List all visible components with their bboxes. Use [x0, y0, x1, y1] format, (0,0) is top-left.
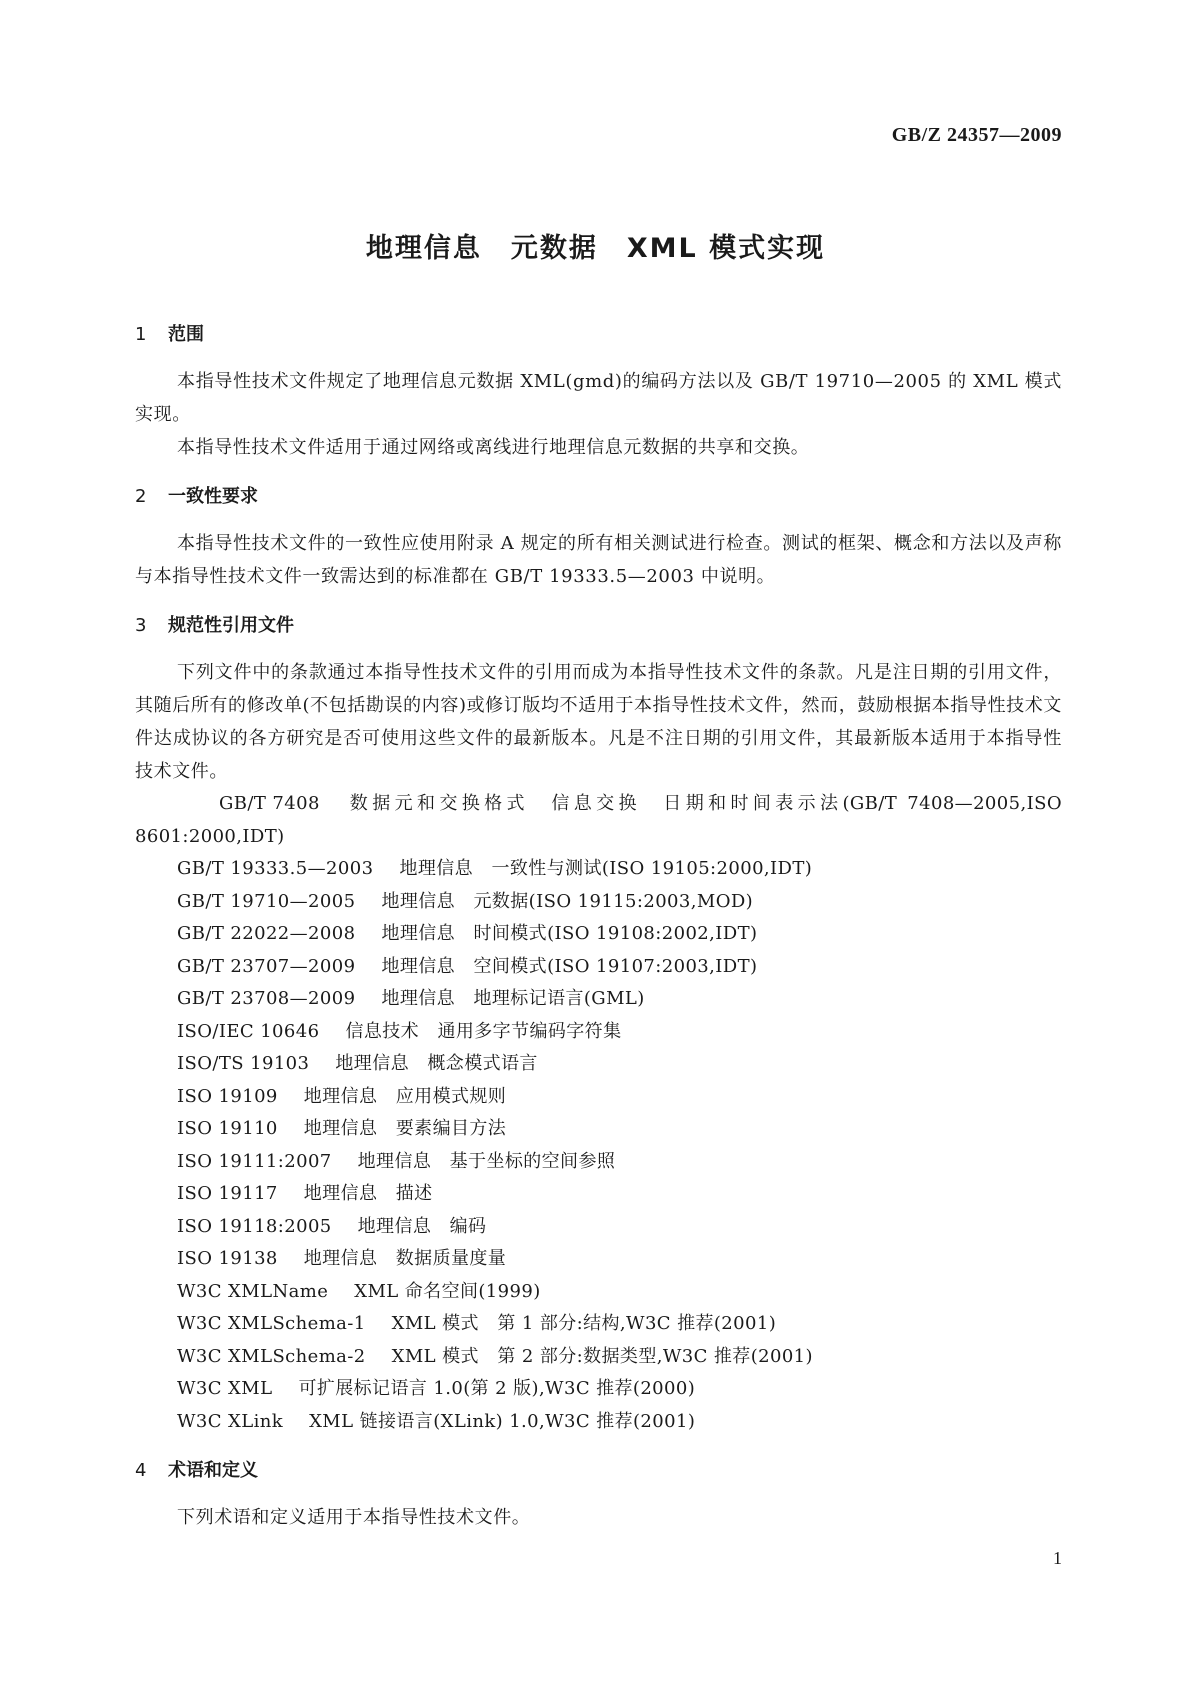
- section-conformance: [135, 480, 1062, 593]
- paragraph: 本指导性技术文件规定了地理信息元数据 XML(gmd)的编码方法以及 GB/T 19710—2005 的 XML 模式实现。: [135, 371, 1062, 425]
- reference-item: ISO 19118:2005 地理信息 编码: [177, 1215, 487, 1237]
- reference-item: ISO 19111:2007 地理信息 基于坐标的空间参照: [177, 1150, 616, 1172]
- reference-item: ISO 19110 地理信息 要素编目方法: [177, 1118, 507, 1139]
- reference-item: W3C XMLSchema-1 XML 模式 第 1 部分:结构,W3C 推荐(2001): [177, 1313, 777, 1334]
- reference-item: W3C XMLName XML 命名空间(1999): [177, 1280, 541, 1302]
- reference-item: W3C XLink XML 链接语言(XLink) 1.0,W3C 推荐(2001): [177, 1410, 696, 1432]
- reference-item: GB/T 7408 数据元和交换格式 信息交换 日期和时间表示法(GB/T 7408—2005,ISO 8601:2000,IDT): [135, 793, 1062, 847]
- reference-item: GB/T 23708—2009 地理信息 地理标记语言(GML): [177, 988, 645, 1009]
- standard-code: GB/Z 24357—2009: [891, 124, 1062, 146]
- section-heading: 3 规范性引用文件: [135, 615, 294, 636]
- section-heading: 1 范围: [135, 324, 204, 345]
- paragraph: 本指导性技术文件的一致性应使用附录 A 规定的所有相关测试进行检查。测试的框架、概念和方法以及声称与本指导性技术文件一致需达到的标准都在 GB/T 19333.5—2003 中说明。: [135, 533, 1062, 587]
- reference-item: GB/T 22022—2008 地理信息 时间模式(ISO 19108:2002,IDT): [177, 923, 758, 944]
- reference-item: GB/T 23707—2009 地理信息 空间模式(ISO 19107:2003,IDT): [177, 955, 758, 977]
- document-title: 地理信息 元数据 XML 模式实现: [365, 233, 826, 264]
- reference-item: ISO 19138 地理信息 数据质量度量: [177, 1248, 507, 1269]
- reference-item: ISO/TS 19103 地理信息 概念模式语言: [177, 1053, 538, 1074]
- section-heading: 2 一致性要求: [135, 486, 258, 507]
- reference-item: GB/T 19710—2005 地理信息 元数据(ISO 19115:2003,MOD): [177, 890, 754, 912]
- section-normative-references: [135, 609, 1062, 1438]
- section-heading: 4 术语和定义: [135, 1460, 258, 1481]
- page-number: 1: [1053, 1548, 1062, 1568]
- paragraph: 下列术语和定义适用于本指导性技术文件。: [177, 1507, 531, 1528]
- reference-item: W3C XML 可扩展标记语言 1.0(第 2 版),W3C 推荐(2000): [177, 1378, 696, 1399]
- paragraph: 本指导性技术文件适用于通过网络或离线进行地理信息元数据的共享和交换。: [177, 437, 810, 458]
- section-scope: [135, 318, 1062, 464]
- section-terms-definitions: [135, 1454, 1062, 1534]
- reference-item: ISO/IEC 10646 信息技术 通用多字节编码字符集: [177, 1020, 622, 1042]
- document-body: [135, 318, 1062, 1534]
- reference-item: ISO 19117 地理信息 描述: [177, 1183, 433, 1204]
- reference-item: GB/T 19333.5—2003 地理信息 一致性与测试(ISO 19105:2000,IDT): [177, 858, 813, 879]
- paragraph: 下列文件中的条款通过本指导性技术文件的引用而成为本指导性技术文件的条款。凡是注日期的引用文件，其随后所有的修改单(不包括勘误的内容)或修订版均不适用于本指导性技术文件，然而，鼓励根据本指导性技术文件达成协议的各方研究是否可使用这些文件的最新版本。凡是不注日期的引用文件，其最新版本适用于本指导性技术文件。: [135, 662, 1062, 782]
- reference-item: ISO 19109 地理信息 应用模式规则: [177, 1085, 507, 1107]
- reference-list: [135, 788, 1062, 1438]
- reference-item: W3C XMLSchema-2 XML 模式 第 2 部分:数据类型,W3C 推荐(2001): [177, 1345, 813, 1367]
